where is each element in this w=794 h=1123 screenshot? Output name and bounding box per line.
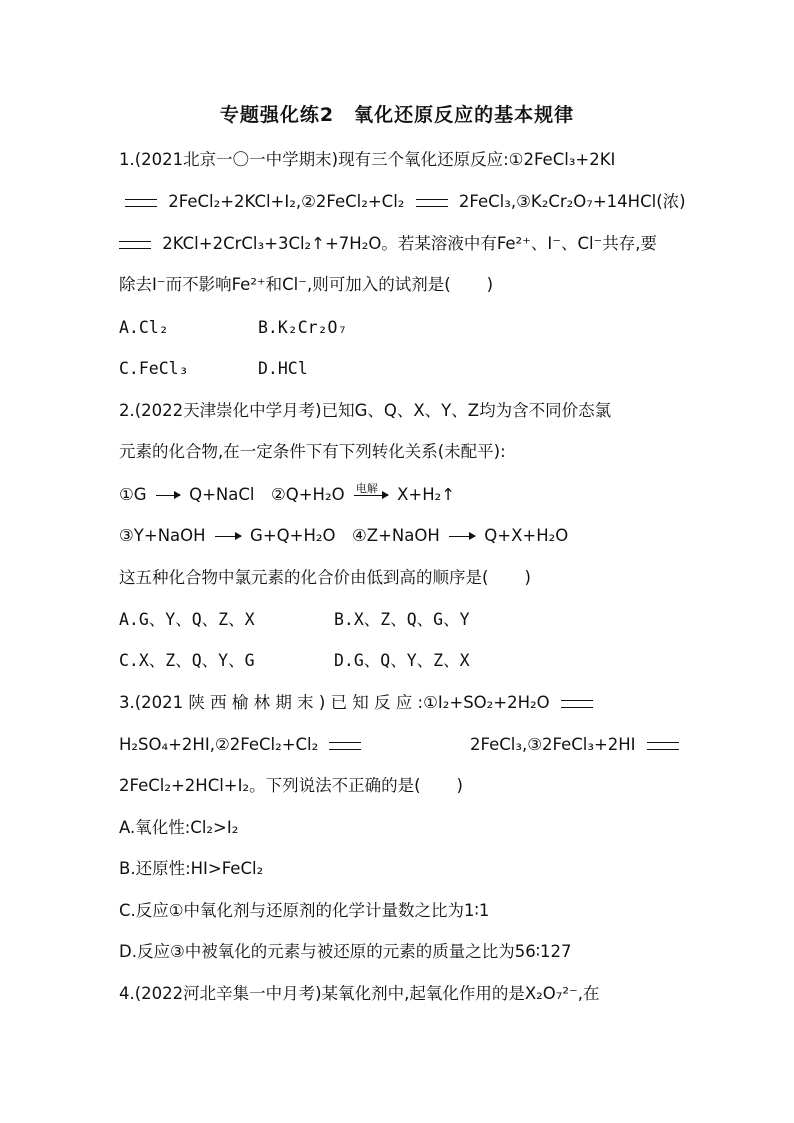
q1-line-2 <box>119 190 686 214</box>
right-arrow <box>449 536 475 537</box>
q2-option-b: B.X、Z、Q、G、Y <box>334 610 470 629</box>
q2-reaction-line-2 <box>119 524 568 548</box>
page-title: 专题强化练2 氧化还原反应的基本规律 <box>219 104 575 126</box>
q1-option-d: D.HCl <box>258 359 308 378</box>
q3-option-c: C.反应①中氧化剂与还原剂的化学计量数之比为1∶1 <box>119 901 490 920</box>
q1-line-3-text: 2KCl+2CrCl₃+3Cl₂↑+7H₂O。若某溶液中有Fe²⁺、I⁻、Cl⁻共存,要 <box>162 234 658 253</box>
q2-r1c: X+H₂↑ <box>397 485 456 504</box>
equals-sign <box>329 742 361 750</box>
q3-line-2b: 2FeCl₃,③2FeCl₃+2HI <box>470 735 636 754</box>
q3-paren-close: ) <box>456 776 463 795</box>
equals-sign <box>647 742 679 750</box>
q1-line-4 <box>119 273 493 297</box>
q2-paren-close: ) <box>524 568 531 587</box>
q1-option-c: C.FeCl₃ <box>119 359 189 378</box>
q3-line-2a: H₂SO₄+2HI,②2FeCl₂+Cl₂ <box>119 735 319 754</box>
equals-sign <box>416 199 448 207</box>
q2-option-a: A.G、Y、Q、Z、X <box>119 610 255 629</box>
electrolysis-label: 电解 <box>355 482 378 495</box>
q1-option-a: A.Cl₂ <box>119 318 169 337</box>
q2-r1b: Q+NaCl ②Q+H₂O <box>189 485 345 504</box>
q3-line-3-text: 2FeCl₂+2HCl+I₂。下列说法不正确的是( <box>119 776 421 795</box>
q2-r1a: ①G <box>119 485 147 504</box>
q1-line-3 <box>119 232 657 256</box>
q2-line-3 <box>119 566 531 590</box>
q3-line-2 <box>119 733 367 757</box>
q3-line-2-right <box>470 733 685 757</box>
equals-sign <box>561 700 593 708</box>
q1-line-4-text: 除去I⁻而不影响Fe²⁺和Cl⁻,则可加入的试剂是( <box>119 275 451 294</box>
q4-line-1: 4.(2022河北辛集一中月考)某氧化剂中,起氧化作用的是X₂O₇²⁻,在 <box>119 984 600 1003</box>
electrolysis-arrow <box>354 482 388 496</box>
q2-r2c: Q+X+H₂O <box>484 526 569 545</box>
q1-paren-close: ) <box>486 275 494 294</box>
q2-reaction-line-1 <box>119 483 455 507</box>
q3-line-1-text: 3.(2021 陕 西 榆 林 期 末 ) 已 知 反 应 :①I₂+SO₂+2H₂O <box>119 693 550 712</box>
q2-option-d: D.G、Q、Y、Z、X <box>334 651 470 670</box>
q1-option-b: B.K₂Cr₂O₇ <box>258 318 348 337</box>
q1-line-1: 1.(2021北京一〇一中学期末)现有三个氧化还原反应:①2FeCl₃+2KI <box>119 150 616 169</box>
q3-line-1 <box>119 691 599 715</box>
q3-option-a: A.氧化性:Cl₂>I₂ <box>119 818 239 837</box>
right-arrow <box>156 495 180 496</box>
q2-option-c: C.X、Z、Q、Y、G <box>119 651 255 670</box>
equals-sign <box>125 199 157 207</box>
q2-line-2: 元素的化合物,在一定条件下有下列转化关系(未配平): <box>119 442 506 461</box>
q3-option-d: D.反应③中被氧化的元素与被还原的元素的质量之比为56∶127 <box>119 942 572 961</box>
q1-line-2-text: 2FeCl₂+2KCl+I₂,②2FeCl₂+Cl₂ <box>168 192 405 211</box>
q2-line-1: 2.(2022天津崇化中学月考)已知G、Q、X、Y、Z均为含不同价态氯 <box>119 401 612 420</box>
q3-option-b: B.还原性:HI>FeCl₂ <box>119 859 264 878</box>
q2-r2b: G+Q+H₂O ④Z+NaOH <box>250 526 440 545</box>
q2-r2a: ③Y+NaOH <box>119 526 206 545</box>
equals-sign <box>119 241 151 249</box>
q2-line-3-text: 这五种化合物中氯元素的化合价由低到高的顺序是( <box>119 568 489 587</box>
q3-line-3 <box>119 774 463 798</box>
right-arrow <box>215 536 241 537</box>
q1-line-2b-text: 2FeCl₃,③K₂Cr₂O₇+14HCl(浓) <box>458 192 686 211</box>
